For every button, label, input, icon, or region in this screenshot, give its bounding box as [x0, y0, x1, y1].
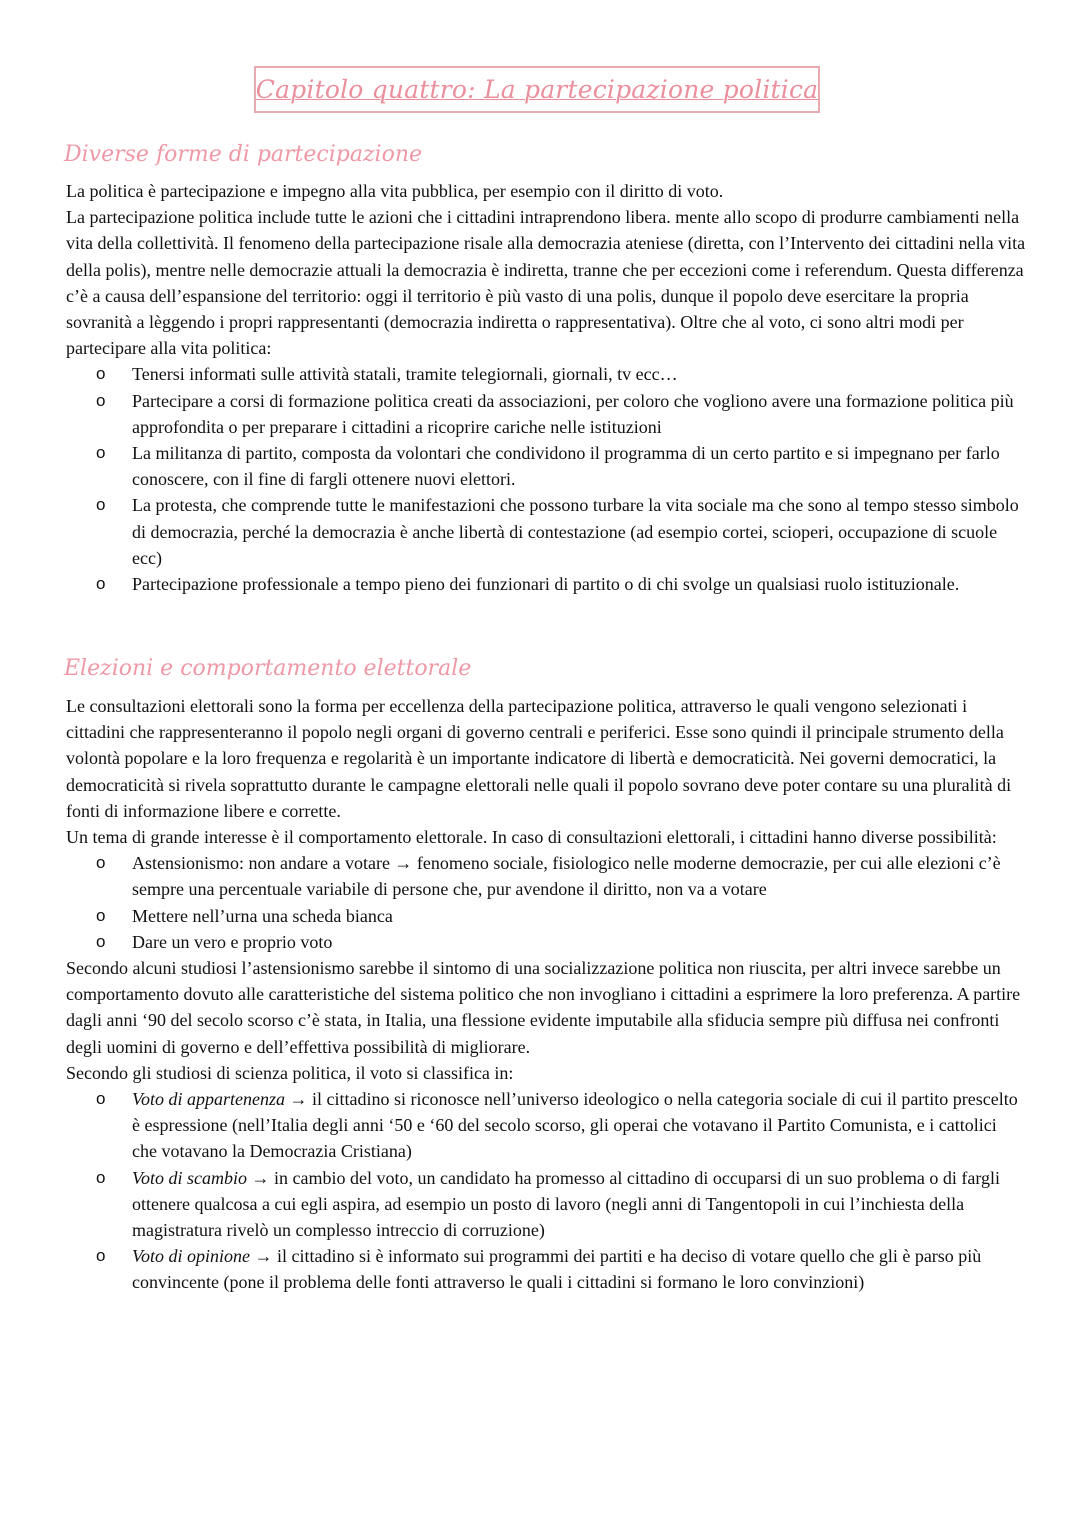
bullet-icon: o: [96, 853, 106, 873]
list-item: o Tenersi informati sulle attività statali, tramite telegiornali, giornali, tv ecc…: [66, 361, 1026, 387]
chapter-title-box: [254, 66, 820, 113]
bullet-icon: o: [96, 905, 106, 925]
list-item: o Voto di appartenenza → il cittadino si riconosce nell’universo ideologico o nella categoria sociale di cui il partito prescelto è espressione (nell’Italia degli anni ‘50 e ‘60 del secolo scorso, gli operai che votavano il Partito Comunista, e i cattolici che votavano la Democrazia Cristiana): [66, 1086, 1026, 1165]
list-item: o Partecipazione professionale a tempo pieno dei funzionari di partito o di chi svolge un qualsiasi ruolo istituzionale.: [66, 571, 1026, 597]
bullet-icon: o: [96, 390, 106, 410]
paragraph: Un tema di grande interesse è il comportamento elettorale. In caso di consultazioni elettorali, i cittadini hanno diverse possibilità:: [66, 827, 997, 848]
paragraph: Secondo gli studiosi di scienza politica, il voto si classifica in:: [66, 1062, 514, 1083]
vote-type-term: Voto di opinione: [132, 1246, 250, 1267]
bullet-icon: o: [96, 1167, 106, 1187]
participation-list: [66, 361, 1026, 597]
section-forms-body: [66, 178, 1026, 597]
chapter-title: Capitolo quattro: La partecipazione politica: [255, 75, 819, 104]
list-item: o Voto di scambio → in cambio del voto, un candidato ha promesso al cittadino di occuparsi di un suo problema o di fargli ottenere qualcosa a cui egli aspira, ad esempio un posto di lavoro (negli anni di Tangentopoli in cui l’inchiesta della magistratura rivelò un complesso intreccio di corruzione): [66, 1165, 1026, 1244]
vote-type-term: Voto di scambio: [132, 1167, 247, 1188]
bullet-icon: o: [96, 1246, 106, 1266]
list-item: o Voto di opinione → il cittadino si è informato sui programmi dei partiti e ha deciso di votare quello che gli è parso più convincente (pone il problema delle fonti attraverso le quali i cittadini si formano le loro convinzioni): [66, 1243, 1026, 1295]
vote-type-term: Voto di appartenenza: [132, 1089, 285, 1110]
paragraph: La politica è partecipazione e impegno alla vita pubblica, per esempio con il diritto di voto.: [66, 181, 724, 201]
paragraph: La partecipazione politica include tutte le azioni che i cittadini intraprendono libera. mente allo scopo di produrre cambiamenti nella vita della collettività. Il fenomeno della partecipazione risale alla democrazia ateniese (diretta, con l’Intervento dei cittadini nella vita della polis), mentre nelle democrazie attuali la democrazia è indiretta, tranne che per eccezioni come i referendum. Questa differenza c’è a causa dell’espansione del territorio: oggi il territorio è più vasto di una polis, dunque il popolo deve esercitare la propria sovranità a lèggendo i propri rappresentanti (democrazia indiretta o rappresentativa). Oltre che al voto, ci sono altri modi per partecipare alla vita politica:: [66, 207, 1026, 359]
list-item: o La protesta, che comprende tutte le manifestazioni che possono turbare la vita sociale ma che sono al tempo stesso simbolo di democrazia, perché la democrazia è anche libertà di contestazione (ad esempio cortei, scioperi, occupazione di scuole ecc): [66, 492, 1026, 571]
options-list: [66, 850, 1026, 955]
list-item: o Mettere nell’urna una scheda bianca: [66, 903, 1026, 929]
bullet-icon: o: [96, 931, 106, 951]
list-item: o Astensionismo: non andare a votare → fenomeno sociale, fisiologico nelle moderne democrazie, per cui alle elezioni c’è sempre una percentuale variabile di persone che, pur avendone il diritto, non va a votare: [66, 850, 1026, 902]
section-heading-forms: Diverse forme di partecipazione: [64, 142, 423, 167]
bullet-icon: o: [96, 443, 106, 463]
bullet-icon: o: [96, 495, 106, 515]
paragraph: Le consultazioni elettorali sono la forma per eccellenza della partecipazione politica, attraverso le quali vengono selezionati i cittadini che rappresenteranno il popolo negli organi di governo centrali e periferici. Esse sono quindi il principale strumento della volontà popolare e la loro frequenza e regolarità è un importante indicatore di libertà e democraticità. Nei governi democratici, la democraticità si rivela soprattutto durante le campagne elettorali nelle quali il popolo sovrano deve poter contare su una pluralità di fonti di informazione libere e corrette.: [66, 696, 1012, 821]
bullet-icon: o: [96, 1089, 106, 1109]
section-elections-body: [66, 693, 1026, 1296]
bullet-icon: o: [96, 574, 106, 594]
list-item: o La militanza di partito, composta da volontari che condividono il programma di un certo partito e si impegnano per farlo conoscere, con il fine di fargli ottenere nuovi elettori.: [66, 440, 1026, 492]
list-item: o Partecipare a corsi di formazione politica creati da associazioni, per coloro che vogliono avere una formazione politica più approfondita o per preparare i cittadini a ricoprire cariche nelle istituzioni: [66, 388, 1026, 440]
list-item: o Dare un vero e proprio voto: [66, 929, 1026, 955]
paragraph: Secondo alcuni studiosi l’astensionismo sarebbe il sintomo di una socializzazione politica non riuscita, per altri invece sarebbe un comportamento dovuto alle caratteristiche del sistema politico che non invogliano i cittadini a esprimere la loro preferenza. A partire dagli anni ‘90 del secolo scorso c’è stata, in Italia, una flessione evidente imputabile alla sfiducia sempre più diffusa nei confronti degli uomini di governo e dell’effettiva possibilità di migliorare.: [66, 958, 1021, 1057]
bullet-icon: o: [96, 364, 106, 384]
vote-types-list: [66, 1086, 1026, 1296]
section-heading-elections: Elezioni e comportamento elettorale: [64, 656, 472, 681]
